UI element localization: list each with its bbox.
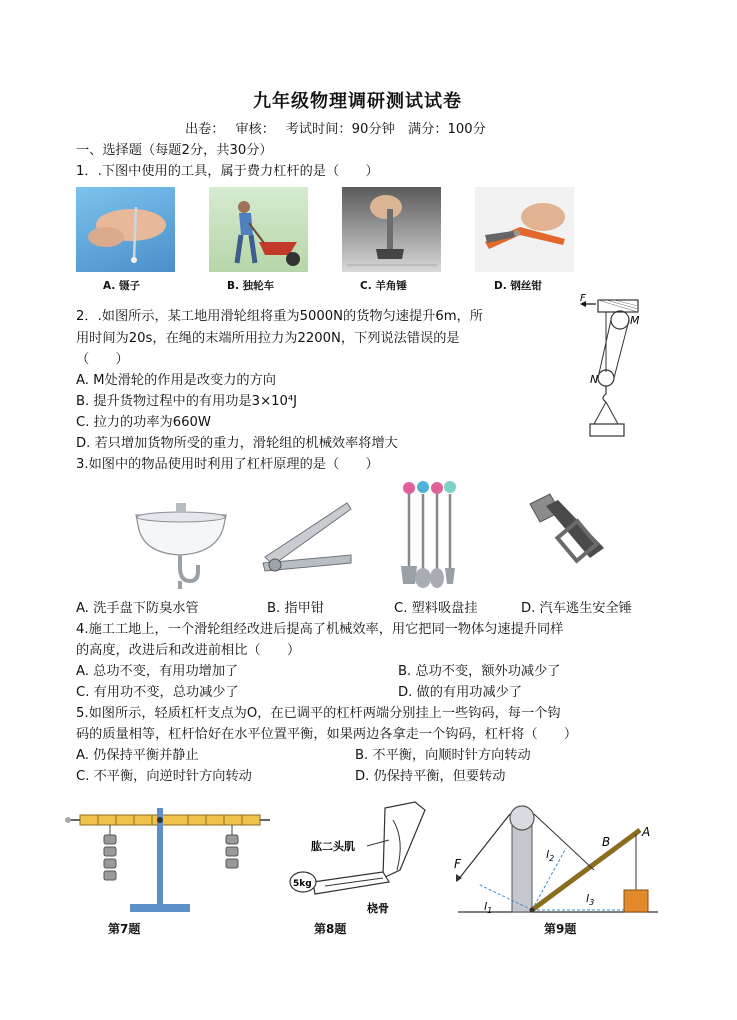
suction-hooks-image — [395, 478, 465, 593]
q3-option-d: D. 汽车逃生安全锤 — [521, 601, 632, 616]
sink-image — [128, 495, 233, 590]
q3-option-a: A. 洗手盘下防臭水管 — [76, 601, 199, 616]
tweezers-photo — [76, 187, 175, 272]
arm-label-l3: $l_3$ — [586, 892, 595, 907]
nail-clipper-image — [255, 495, 360, 585]
q2-stem-line3: （ ） — [76, 352, 129, 367]
figure-9-caption: 第9题 — [544, 922, 577, 936]
arm-label-l2: $l_2$ — [546, 848, 555, 863]
figure-8-caption: 第8题 — [314, 922, 347, 936]
force-label-f: F — [454, 857, 461, 871]
section-heading: 一、选择题（每题2分，共30分） — [76, 143, 273, 158]
weight-label: 5kg — [293, 879, 312, 889]
forearm-figure — [285, 800, 435, 915]
fixed-pulley-m — [611, 311, 629, 329]
q1-option-d: D. 钢丝钳 — [494, 280, 542, 292]
wire-pliers-photo — [475, 187, 574, 272]
q4-stem-line2: 的高度，改进后和改进前相比（ ） — [76, 643, 301, 658]
q3-option-b: B. 指甲钳 — [267, 601, 324, 616]
claw-hammer-photo — [342, 187, 441, 272]
q5-stem-line1: 5.如图所示，轻质杠杆支点为O，在已调平的杠杆两端分别挂上一些钩码，每一个钩 — [76, 706, 561, 721]
q5-option-a: A. 仍保持平衡并静止 — [76, 748, 199, 763]
q4-stem-line1: 4.施工工地上，一个滑轮组经改进后提高了机械效率，用它把同一物体匀速提升同样 — [76, 622, 564, 637]
q2-option-a: A. M处滑轮的作用是改变力的方向 — [76, 373, 276, 388]
q1-option-c: C. 羊角锤 — [360, 280, 407, 292]
q3-stem: 3.如图中的物品使用时利用了杠杆原理的是（ ） — [76, 457, 379, 472]
q1-stem: 1．.下图中使用的工具，属于费力杠杆的是（ ） — [76, 164, 379, 179]
pulley-label-n: N — [590, 373, 599, 386]
q2-stem-line2: 用时间为20s，在绳的末端所用拉力为2200N，下列说法错误的是 — [76, 331, 460, 346]
pulley-label-m: M — [630, 314, 640, 327]
lever-pulley-figure — [448, 800, 663, 915]
q5-option-d: D. 仍保持平衡，但要转动 — [355, 769, 506, 784]
q5-option-b: B. 不平衡，向顺时针方向转动 — [355, 748, 531, 763]
point-label-b: B — [602, 835, 611, 849]
q1-option-b: B. 独轮车 — [227, 280, 275, 292]
wheelbarrow-photo — [209, 187, 308, 272]
q5-stem-line2: 码的质量相等，杠杆恰好在水平位置平衡，如果两边各拿走一个钩码，杠杆将（ ） — [76, 727, 578, 742]
q4-option-a: A. 总功不变，有用功增加了 — [76, 664, 239, 679]
q5-option-c: C. 不平衡，向逆时针方向转动 — [76, 769, 252, 784]
figure-7-caption: 第7题 — [108, 922, 141, 936]
movable-pulley-n — [598, 370, 614, 386]
safety-hammer-image — [520, 486, 615, 571]
lever-balance-figure — [60, 800, 270, 915]
q3-option-c: C. 塑料吸盘挂 — [394, 601, 478, 616]
q4-option-d: D. 做的有用功减少了 — [398, 685, 523, 700]
q2-option-b: B. 提升货物过程中的有用功是3×10⁴J — [76, 394, 298, 409]
pulley-label-f: F — [580, 293, 586, 304]
page-title: 九年级物理调研测试试卷 — [253, 91, 462, 112]
point-label-a: A — [642, 825, 651, 839]
q4-option-b: B. 总功不变，额外功减少了 — [398, 664, 561, 679]
q2-option-c: C. 拉力的功率为660W — [76, 415, 211, 430]
pulley-figure — [570, 290, 650, 442]
biceps-label: 肱二头肌 — [311, 840, 355, 853]
q2-stem-line1: 2．.如图所示，某工地用滑轮组将重为5000N的货物匀速提升6m，所 — [76, 309, 483, 324]
q4-option-c: C. 有用功不变，总功减少了 — [76, 685, 239, 700]
q2-option-d: D. 若只增加货物所受的重力，滑轮组的机械效率将增大 — [76, 436, 398, 451]
arm-label-l1: $l_1$ — [484, 900, 493, 915]
q1-option-a: A. 镊子 — [103, 280, 140, 292]
exam-meta: 出卷： 审核： 考试时间：90分钟 满分：100分 — [185, 122, 486, 137]
radius-bone-label: 桡骨 — [367, 902, 389, 915]
cargo-box — [590, 424, 624, 436]
